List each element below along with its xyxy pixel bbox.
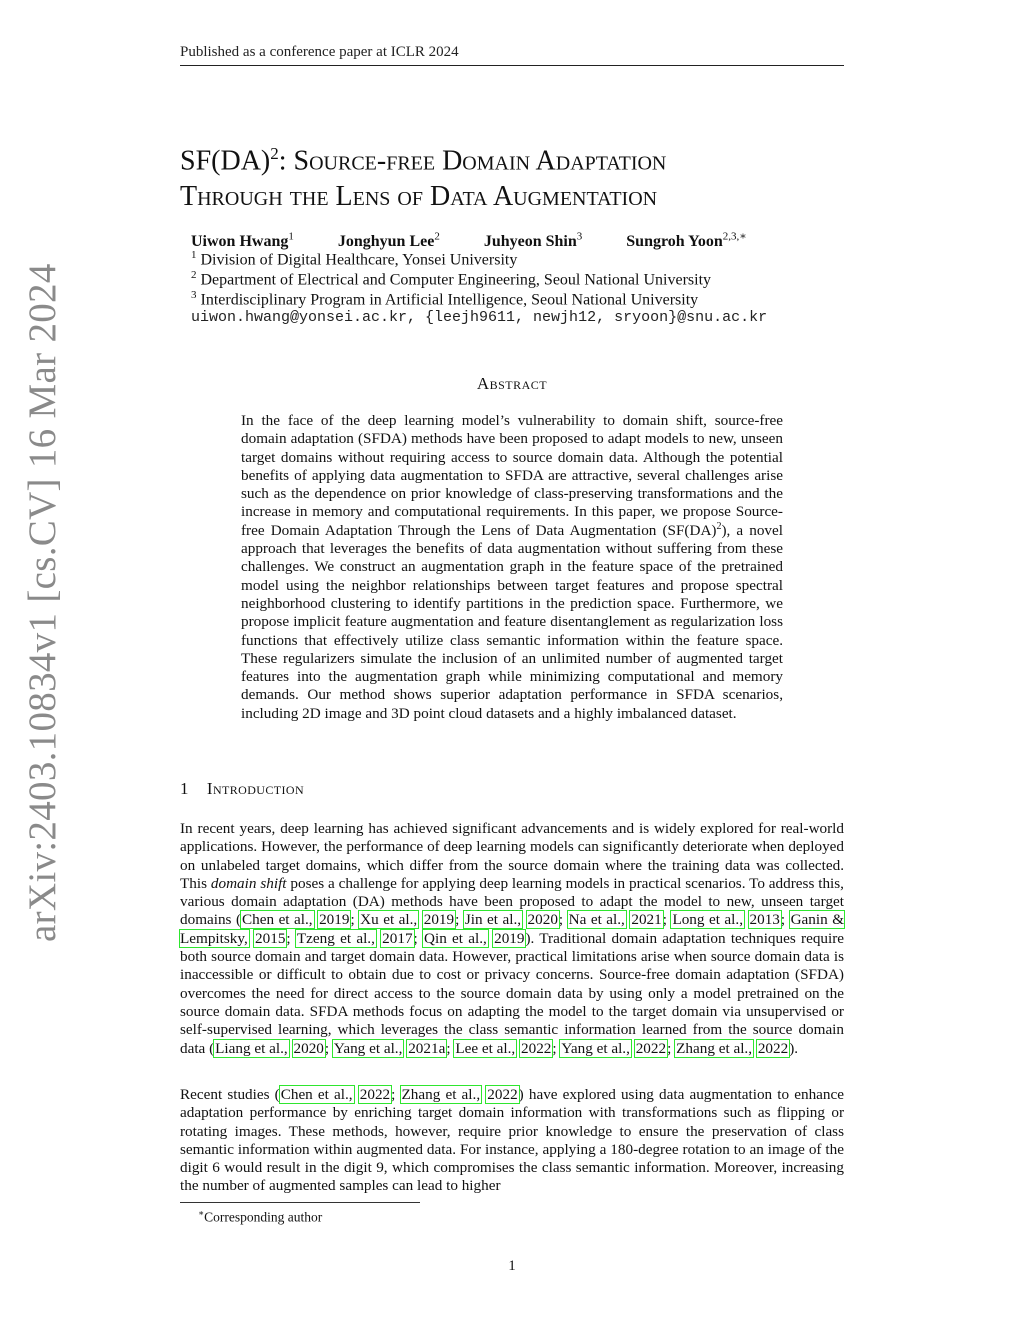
title-superscript: 2 — [270, 144, 279, 163]
author-affil-mark: 1 — [288, 231, 294, 243]
citation-link[interactable]: 2022 — [635, 1039, 667, 1057]
citation-link[interactable]: 2020 — [293, 1039, 324, 1057]
affiliation-1 — [191, 249, 517, 269]
arxiv-stamp[interactable]: arXiv:2403.10834v1 [cs.CV] 16 Mar 2024 — [21, 263, 64, 942]
citation-link[interactable]: 2022 — [757, 1039, 789, 1057]
citation-link[interactable]: Chen et al., — [242, 911, 313, 929]
paragraph-text: ) have explored using data augmentation to enhance adaptation performance by enriching target domain information with transformations such as flipping or rotating images. These methods, however, require prior knowledge to ensure the preservation of class semantic information within augmented data. For instance, applying a 180-degree rotation to an image of the digit 6 would result in the digit 9, which compromises the class semantic information. Moreover, increasing the number of augmented samples can lead to higher — [180, 1086, 844, 1195]
citation-link[interactable]: Liang et al., — [215, 1039, 288, 1057]
paper-title — [180, 136, 666, 215]
citation-link[interactable]: 2019 — [494, 929, 525, 947]
citation-link[interactable]: Yang et al., — [333, 1039, 403, 1057]
author-emails[interactable]: uiwon.hwang@yonsei.ac.kr, {leejh9611, newjh12, sryoon}@snu.ac.kr — [191, 309, 768, 326]
footnote-corresponding-author — [198, 1208, 322, 1226]
affiliation-mark: 2 — [191, 269, 197, 281]
section-heading-introduction — [180, 779, 304, 799]
citation-link[interactable]: Tzeng et al., — [296, 929, 375, 947]
emphasis-domain-shift: domain shift — [210, 874, 287, 892]
paragraph-text: poses a challenge for applying deep learning models in practical scenarios. To address this, various domain adaptation (DA) methods have been proposed to adapt the model to new, unseen target domains ( — [180, 874, 844, 929]
citation-link[interactable]: 2015 — [255, 929, 286, 947]
title-part-2: : Source-free Domain Adaptation — [278, 145, 667, 177]
citation-link[interactable]: 2021 — [631, 911, 662, 929]
title-line-1 — [180, 136, 666, 179]
citation-link[interactable]: Zhang et al., — [401, 1086, 481, 1103]
author-affil-mark: 3 — [576, 231, 583, 243]
paragraph-text: ). — [789, 1039, 799, 1057]
citation-link[interactable]: 2022 — [521, 1039, 552, 1057]
abstract-heading: Abstract — [476, 374, 548, 393]
abstract-text — [241, 412, 783, 723]
footnote-rule — [180, 1202, 420, 1203]
header-rule — [180, 65, 844, 66]
page-number: 1 — [508, 1258, 516, 1274]
footnote-text: Corresponding author — [204, 1209, 323, 1225]
citation-link[interactable]: 2022 — [487, 1086, 518, 1103]
title-line-2: Through the Lens of Data Augmentation — [180, 181, 658, 213]
abstract-text-part-1: In the face of the deep learning model’s vulnerability to domain shift, source-free domain adaptation (SFDA) methods have been proposed to adapt models to new, unseen target domains without requiring access to source domain data. Although the potential benefits of applying data augmentation to SFDA are attractive, several challenges arise such as the dependence on prior knowledge of class-preserving transformations and the increase in memory and computational requirements. In this paper, we propose Source-free Domain Adaptation Through the Lens of Data Augmentation (SF(DA) — [241, 412, 783, 539]
author-name: Uiwon Hwang — [191, 233, 289, 251]
affiliation-text: Interdisciplinary Program in Artificial Intelligence, Seoul National University — [200, 291, 699, 309]
abstract-superscript: 2 — [716, 520, 722, 532]
citation-link[interactable]: Qin et al., — [424, 929, 487, 947]
author-name: Jonghyun Lee — [337, 233, 435, 251]
citation-link[interactable]: 2017 — [382, 929, 413, 947]
citation-link[interactable]: Chen et al., — [280, 1086, 353, 1103]
affiliation-2 — [191, 269, 711, 289]
citation-link[interactable]: Yang et al., — [561, 1039, 630, 1057]
paragraph-text: Recent studies ( — [180, 1086, 280, 1103]
author-affil-mark: 2,3,∗ — [722, 231, 747, 243]
author-affil-mark: 2 — [434, 231, 440, 243]
citation-link[interactable]: 2019 — [423, 911, 455, 929]
author-1 — [191, 233, 294, 250]
title-part-1: SF(DA) — [180, 145, 271, 177]
citation-link[interactable]: 2020 — [527, 911, 558, 929]
footnote-mark: ∗ — [198, 1208, 205, 1218]
conference-header: Published as a conference paper at ICLR 2024 — [180, 44, 459, 60]
citation-link[interactable]: 2022 — [359, 1086, 391, 1103]
section-title: Introduction — [206, 779, 305, 798]
affiliation-3 — [191, 289, 698, 309]
author-name: Juhyeon Shin — [483, 233, 577, 251]
citation-link[interactable]: Zhang et al., — [676, 1039, 753, 1057]
author-name: Sungroh Yoon — [626, 233, 723, 251]
affiliation-text: Division of Digital Healthcare, Yonsei University — [200, 251, 518, 269]
citation-link[interactable]: Long et al., — [672, 911, 743, 929]
section-number: 1 — [180, 779, 189, 798]
affiliation-text: Department of Electrical and Computer Engineering, Seoul National University — [200, 271, 712, 289]
author-3 — [484, 233, 582, 250]
intro-paragraph-2: Recent studies (Chen et al., 2022; Zhang et al., 2022) have explored using data augmentation to enhance adaptation performance by enriching target domain information with transformations such as flipping or rotating images. These methods, however, require prior knowledge to ensure the preservation of class semantic information within augmented data. For instance, applying a 180-degree rotation to an image of the digit 6 would result in the digit 9, which compromises the class semantic information. Moreover, increasing the number of augmented samples can lead to higher — [180, 1086, 844, 1195]
paragraph-text: ). Traditional domain adaptation techniques require both source domain and target domain data. However, practical limitations arise when source domain data is inaccessible or difficult to obtain due to cost or privacy concerns. Source-free domain adaptation (SFDA) overcomes the need for direct access to the source domain data by using only a model pretrained on the source domain data. SFDA methods focus on adapting the model to the target domain via unsupervised or self-supervised learning, which leverages the class semantic information learned from the source domain data ( — [180, 929, 845, 1057]
citation-link[interactable]: 2019 — [319, 911, 350, 929]
abstract-text-part-2: ), a novel approach that leverages the benefits of data augmentation without suffering from these challenges. We construct an augmentation graph in the feature space of the pretrained model using the neighbor relationships between target features and propose spectral neighborhood clustering to identify partitions in the prediction space. Furthermore, we propose implicit feature augmentation and feature disentanglement as regularization loss functions that effectively utilize class semantic information within the feature space. These regularizers simulate the inclusion of an unlimited number of augmented target features into the augmentation graph while minimizing computational and memory demands. Our method shows superior adaptation performance in SFDA scenarios, including 2D image and 3D point cloud datasets and a highly imbalanced dataset. — [241, 521, 783, 722]
citation-link[interactable]: Xu et al., — [360, 911, 418, 929]
author-4 — [626, 233, 746, 250]
citation-link[interactable]: Ganin & Lempitsky, — [180, 911, 845, 947]
author-2 — [338, 233, 440, 250]
citation-link[interactable]: Jin et al., — [464, 911, 522, 929]
paragraph-text: In recent years, deep learning has achieved significant advancements and is widely explored for real-world applications. However, the performance of deep learning models can significantly deteriorate when deployed on unlabeled target domains, which differ from the source domain where the training data was collected. This — [180, 820, 844, 892]
affiliation-mark: 1 — [191, 249, 197, 261]
affiliation-mark: 3 — [191, 289, 197, 301]
citation-link[interactable]: Na et al., — [568, 911, 625, 929]
citation-link[interactable]: Lee et al., — [455, 1039, 516, 1057]
citation-link[interactable]: 2021a — [408, 1039, 446, 1057]
citation-link[interactable]: 2013 — [749, 911, 780, 929]
intro-paragraph-1: In recent years, deep learning has achieved significant advancements and is widely explored for real-world applications. However, the performance of deep learning models can significantly deteriorate when deployed on unlabeled target domains, which differ from the source domain where the training data was collected. This domain shift poses a challenge for applying deep learning models in practical scenarios. To address this, various domain adaptation (DA) methods have been proposed to adapt the model to new, unseen target domains (Chen et al., 2019; Xu et al., 2019; Jin et al., 2020; Na et al., 2021; Long et al., 2013; Ganin & Lempitsky, 2015; Tzeng et al., 2017; Qin et al., 2019). Traditional domain adaptation techniques require both source domain and target domain data. However, practical limitations arise when source domain data is inaccessible or difficult to obtain due to cost or privacy concerns. Source-free domain adaptation (SFDA) overcomes the need for direct access to the source domain data by using only a model pretrained on the source domain data. SFDA methods focus on adapting the model to the target domain via unsupervised or self-supervised learning, which leverages the class semantic information learned from the source domain data (Liang et al., 2020; Yang et al., 2021a; Lee et al., 2022; Yang et al., 2022; Zhang et al., 2022). — [180, 820, 845, 1057]
